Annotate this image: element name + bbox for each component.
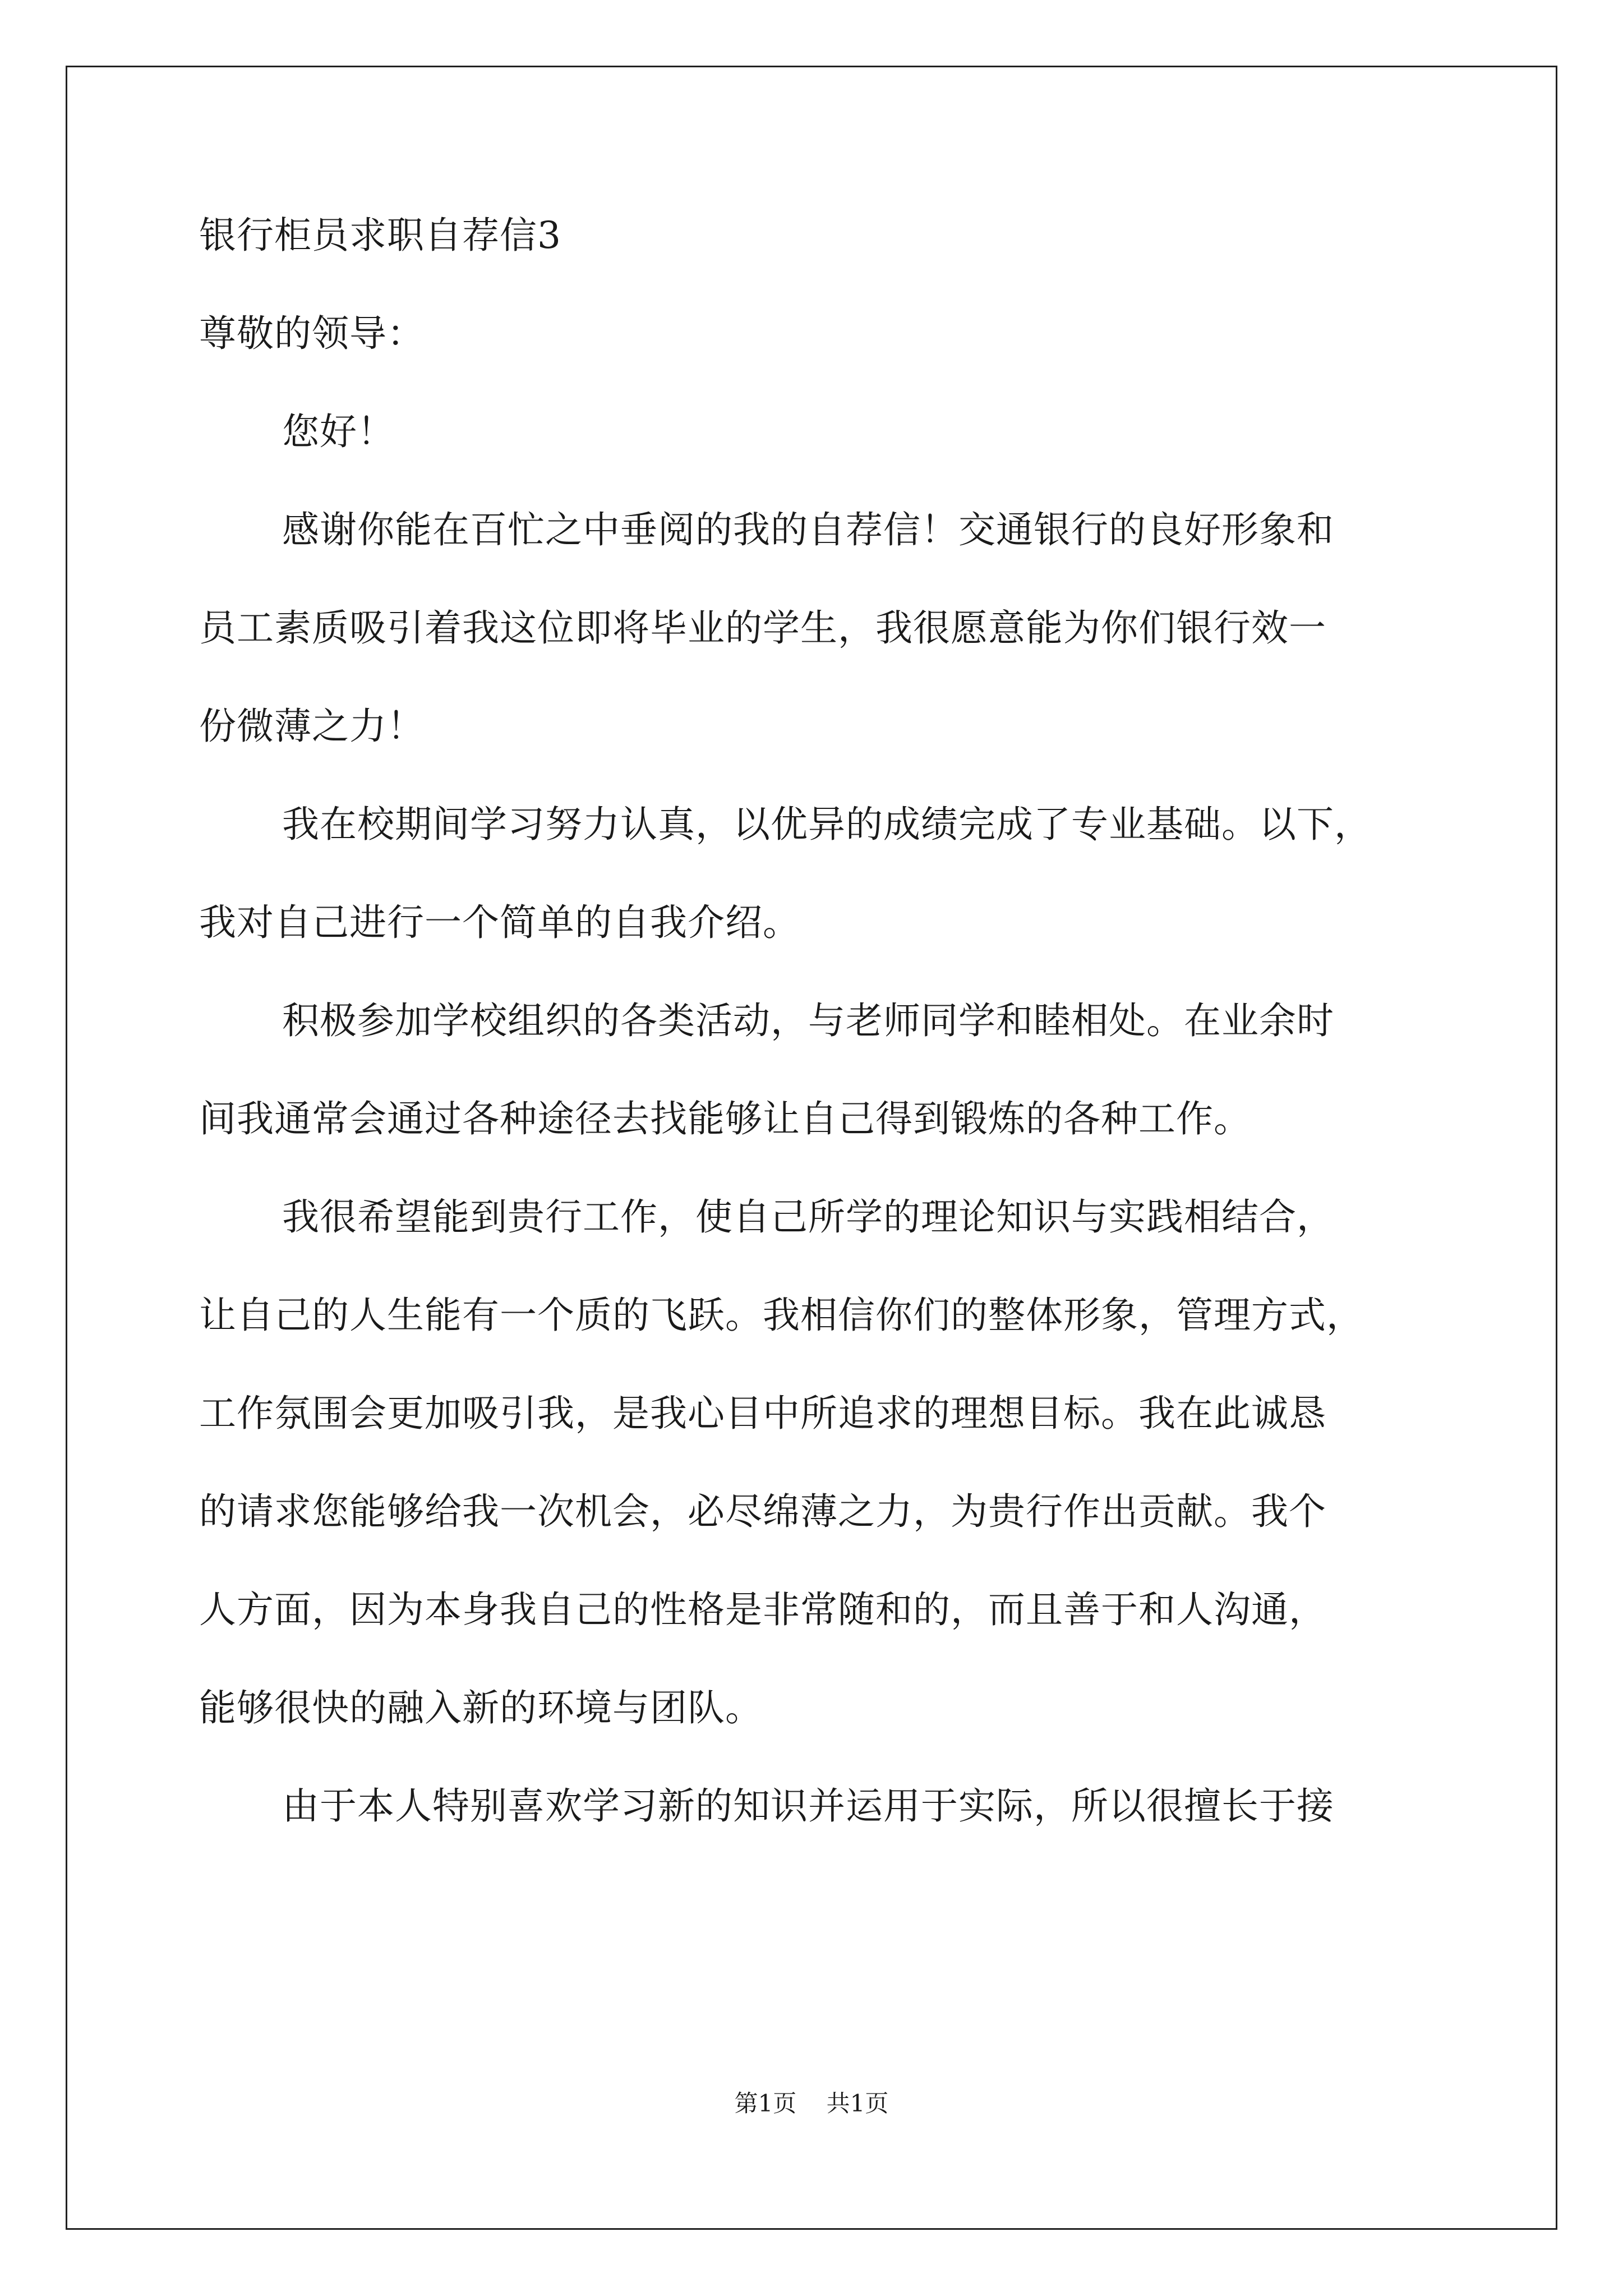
- body-line: 感谢你能在百忙之中垂阅的我的自荐信！交通银行的良好形象和: [282, 508, 1334, 551]
- body-line: 能够很快的融入新的环境与团队。: [199, 1686, 763, 1729]
- body-line: 人方面，因为本身我自己的性格是非常随和的，而且善于和人沟通，: [199, 1588, 1326, 1631]
- body-line: 我在校期间学习努力认真，以优异的成绩完成了专业基础。以下，: [282, 803, 1372, 846]
- page-border: [66, 66, 1557, 2230]
- body-line: 我对自己进行一个简单的自我介绍。: [199, 901, 800, 944]
- page-total: 共1页: [826, 2090, 889, 2117]
- body-line: 份微薄之力！: [199, 705, 425, 748]
- body-line: 员工素质吸引着我这位即将毕业的学生，我很愿意能为你们银行效一: [199, 606, 1326, 650]
- body-line: 工作氛围会更加吸引我，是我心目中所追求的理想目标。我在此诚恳: [199, 1392, 1326, 1435]
- page-footer: [0, 2090, 1623, 2118]
- greeting: 您好！: [282, 410, 395, 453]
- body-line: 间我通常会通过各种途径去找能够让自己得到锻炼的各种工作。: [199, 1097, 1251, 1140]
- body-line: 让自己的人生能有一个质的飞跃。我相信你们的整体形象，管理方式，: [199, 1294, 1364, 1337]
- body-line: 的请求您能够给我一次机会，必尽绵薄之力，为贵行作出贡献。我个: [199, 1490, 1326, 1533]
- document-title: 银行柜员求职自荐信3: [199, 214, 561, 257]
- salutation: 尊敬的领导：: [199, 312, 425, 355]
- page-number: 第1页: [734, 2090, 797, 2117]
- body-line: 我很希望能到贵行工作，使自己所学的理论知识与实践相结合，: [282, 1195, 1334, 1239]
- body-line: 由于本人特别喜欢学习新的知识并运用于实际，所以很擅长于接: [282, 1784, 1334, 1828]
- body-line: 积极参加学校组织的各类活动，与老师同学和睦相处。在业余时: [282, 999, 1334, 1042]
